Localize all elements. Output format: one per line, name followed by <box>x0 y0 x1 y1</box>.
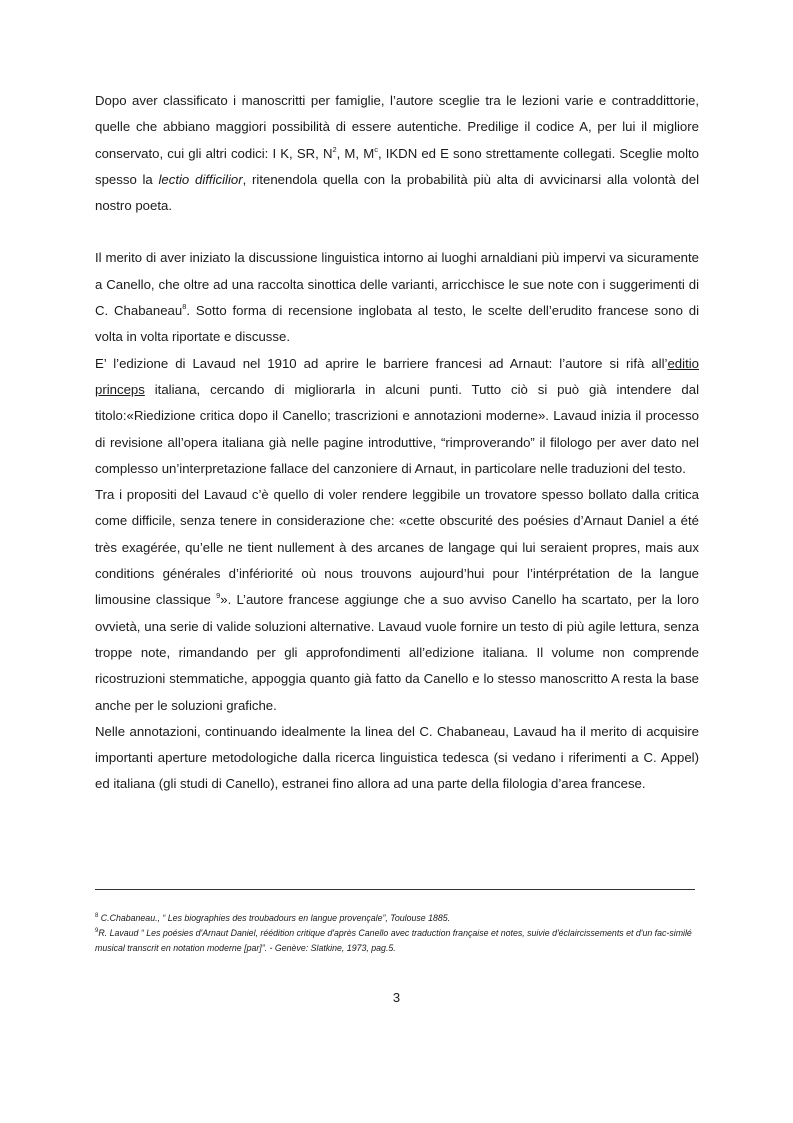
p1-superscript-2: 2 <box>332 144 337 154</box>
footnote-8-text: C.Chabaneau., “ Les biographies des troubadours en langue provençale”, Toulouse 1885. <box>100 913 451 923</box>
p3-text-b: italiana, cercando di migliorarla in alcuni punti. Tutto ciò si può già intendere dal titolo:«Riedizione critica dopo il Canello; trascrizioni e annotazioni moderne». Lavaud inizia il processo di revisione all’opera italiana già nelle pagine introduttive, “rimproverando” il filologo per aver dato nel complesso un’interpretazione fallace del canzoniere di Arnaut, in particolare nelle traduzioni del testo. <box>95 381 699 476</box>
p2-text-a: Il merito di aver iniziato la discussione linguistica intorno ai luoghi arnaldiani più impervi va sicuramente a Canello, che oltre ad una raccolta sinottica delle varianti, arricchisce le sue note con i suggerimenti di C. Chabaneau <box>95 250 699 319</box>
p1-text-b: , M, M <box>336 145 375 161</box>
footnote-9-number: 9 <box>95 928 99 934</box>
paragraph-4 <box>95 482 699 719</box>
page-body <box>95 88 699 798</box>
footnotes <box>95 911 695 956</box>
editio-princeps-underlined: editio princeps <box>95 355 699 397</box>
page-number: 3 <box>392 990 401 1005</box>
p1-superscript-c: c <box>374 144 378 154</box>
footnote-8-number: 8 <box>95 913 99 919</box>
paragraph-3 <box>95 351 699 482</box>
p1-text-a: Dopo aver classificato i manoscritti per famiglie, l’autore sceglie tra le lezioni varie e contraddittorie, quelle che abbiano maggiori possibilità di essere autentiche. Predilige il codice A, per lui il migliore conservato, cui gli altri codici: I K, SR, N <box>95 93 699 161</box>
p3-text-a: E’ l’edizione di Lavaud nel 1910 ad aprire le barriere francesi ad Arnaut: l’autore si rifà all’ <box>95 355 668 371</box>
footnote-ref-8[interactable]: 8 <box>182 302 187 312</box>
paragraph-2 <box>95 245 699 350</box>
lectio-difficilior-italic: lectio difficilior <box>158 171 243 187</box>
p1-text-d: , ritenendola quella con la probabilità più alta di avvicinarsi alla volontà del nostro poeta. <box>95 171 699 214</box>
p2-text-b: . Sotto forma di recensione inglobata al testo, le scelte dell’erudito francese sono di volta in volta riportate e discusse. <box>95 303 699 345</box>
footnote-ref-9[interactable]: 9 <box>216 591 221 601</box>
footnote-divider <box>95 889 695 890</box>
footnote-9-text: R. Lavaud “ Les poésies d'Arnaut Daniel, réédition critique d'après Canello avec traduction française et notes, suivie d'éclaircissements et d'un fac-similé musical transcrit en notation moderne [par]”. - Genève: Slatkine, 1973, pag.5. <box>95 928 692 953</box>
paragraph-1 <box>95 88 699 219</box>
p1-text-c: , IKDN ed E sono strettamente collegati. Sceglie molto spesso la <box>95 145 699 187</box>
footnote-9 <box>95 926 695 956</box>
footnote-8 <box>95 911 695 926</box>
p4-text-a: Tra i propositi del Lavaud c’è quello di voler rendere leggibile un trovatore spesso bollato dalla critica come difficile, senza tenere in considerazione che: «cette obscurité des poésies d’Arnaut Daniel a été très exagérée, qu’elle ne tient nullement à des arcanes de langage qui lui seraient propres, mais aux conditions générales d’infériorité où nous trouvons aujourd’hui pour l’intérprétation de la langue limousine classique <box>95 487 699 608</box>
p4-text-b: ». L’autore francese aggiunge che a suo avviso Canello ha scartato, per la loro ovvietà, una serie di valide soluzioni alternative. Lavaud vuole fornire un testo di più agile lettura, senza troppe note, rimandando per gli approfondimenti all’edizione italiana. Il volume non comprende ricostruzioni stemmatiche, appoggia quanto già fatto da Canello e lo stesso manoscritto A resta la base anche per le soluzioni grafiche. <box>95 592 700 713</box>
paragraph-5: Nelle annotazioni, continuando idealmente la linea del C. Chabaneau, Lavaud ha il merito di acquisire importanti aperture metodologiche dalla ricerca linguistica tedesca (si vedano i riferimenti a C. Appel) ed italiana (gli studi di Canello), estranei fino allora ad una parte della filologia d’area francese. <box>95 723 699 792</box>
